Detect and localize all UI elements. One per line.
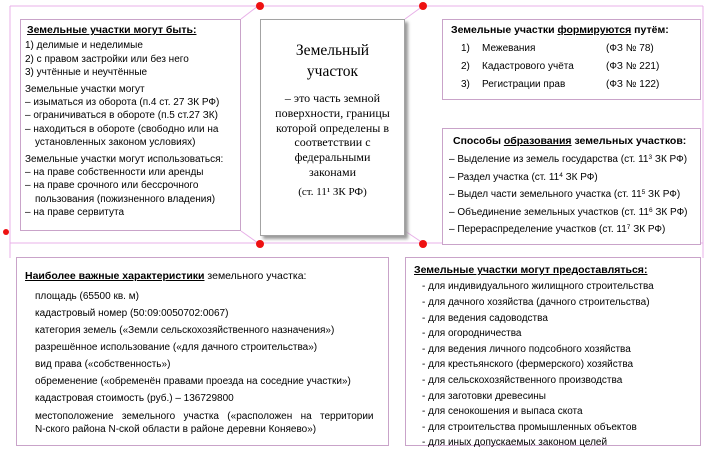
formation-row-num: 2) <box>461 61 470 73</box>
box-characteristics <box>16 257 389 446</box>
creation-item <box>449 151 694 169</box>
usage-item: – на праве срочного или бессрочного <box>25 180 199 192</box>
connector-dot-bottom-right <box>419 240 427 248</box>
box-formation-title <box>451 24 692 37</box>
creation-item-tail: ЗК РФ) <box>645 189 681 201</box>
central-desc-line: которой определены в <box>275 120 390 135</box>
usage-item-cont: пользования (пожизненного владения) <box>35 193 216 205</box>
central-concept-box <box>260 19 405 236</box>
creation-item <box>449 221 694 239</box>
creation-item-tail: ЗК РФ) <box>630 224 666 236</box>
provision-item: - для ведения садоводства <box>422 312 548 324</box>
turnover-item-cont: установленных законом условиях) <box>35 137 196 149</box>
box-plot-types <box>20 19 241 231</box>
central-reference: (ст. 11¹ ЗК РФ) <box>298 185 367 198</box>
formation-row-label: Межевания <box>482 43 536 55</box>
formation-row-law: (ФЗ № 221) <box>606 61 660 73</box>
central-desc-line: – это часть земной <box>284 91 381 105</box>
creation-item-text: – Выдел части земельного участка (ст. 11 <box>449 189 642 201</box>
characteristic-item: площадь (65500 кв. м) <box>35 291 139 303</box>
creation-item-tail: ЗК РФ) <box>652 206 688 218</box>
formation-row-num: 3) <box>461 79 470 91</box>
provision-item: - для дачного хозяйства (дачного строительства) <box>422 297 650 308</box>
formation-row-label: Кадастрового учёта <box>482 61 574 73</box>
central-title-line: Земельный <box>295 42 370 59</box>
formation-row <box>451 42 692 60</box>
provision-item: - для индивидуального жилищного строительства <box>422 281 654 293</box>
provision-item: - для сенокошения и выпаса скота <box>422 406 583 418</box>
characteristic-item: кадастровая стоимость (руб.) – 136729800 <box>35 393 234 405</box>
characteristic-item: местоположение земельного участка («расположен на территории <box>35 411 374 423</box>
characteristic-item: категория земель («Земли сельскохозяйственного назначения») <box>35 325 335 337</box>
formation-row-law: (ФЗ № 78) <box>606 43 654 55</box>
turnover-subtitle: Земельные участки могут <box>25 83 145 95</box>
usage-item: – на праве собственности или аренды <box>25 167 204 179</box>
turnover-item: – изыматься из оборота (п.4 ст. 27 ЗК РФ) <box>25 97 220 109</box>
provision-item: - для крестьянского (фермерского) хозяйства <box>422 359 634 371</box>
box-characteristics-title <box>25 270 380 283</box>
box-creation-title-underlined: образования <box>503 135 572 147</box>
creation-item <box>449 169 694 187</box>
connector-dot-left <box>3 229 9 235</box>
turnover-item: – ограничиваться в обороте (п.5 ст.27 ЗК) <box>25 110 218 122</box>
box-formation-title-pre: Земельные участки <box>451 24 558 36</box>
central-description <box>261 91 404 180</box>
turnover-item: – находиться в обороте (свободно или на <box>25 123 219 135</box>
central-desc-line: поверхности, границы <box>275 105 390 120</box>
characteristic-item-cont: N-ского района N-ской области в районе деревни Коняево») <box>35 424 317 436</box>
formation-row-label: Регистрации прав <box>482 79 566 91</box>
central-desc-line: законами <box>308 164 357 179</box>
creation-item-text: – Перераспределение участков (ст. 11 <box>449 224 627 236</box>
creation-item-sup: 5 <box>641 189 646 197</box>
usage-item: – на праве сервитута <box>25 207 125 219</box>
box-creation-title-pre: Способы <box>453 135 504 147</box>
provision-item: - для огородничества <box>422 328 522 340</box>
box-creation-title-post: земельных участков: <box>571 135 687 147</box>
provision-item: - для строительства промышленных объектов <box>422 421 637 433</box>
formation-row-num: 1) <box>461 43 470 55</box>
creation-item-text: – Объединение земельных участков (ст. 11 <box>449 206 649 218</box>
plot-type-item: 3) учтённые и неучтённые <box>25 67 148 79</box>
creation-item-text: – Выделение из земель государства (ст. 11 <box>449 154 649 166</box>
provision-item: - для заготовки древесины <box>422 390 546 402</box>
creation-item <box>449 204 694 222</box>
provision-item: - для иных допускаемых законом целей <box>422 437 608 449</box>
creation-item-sup: 6 <box>648 206 653 214</box>
creation-item-text: – Раздел участка (ст. 11 <box>449 171 560 183</box>
plot-type-item: 1) делимые и неделимые <box>25 40 143 52</box>
box-characteristics-title-bold: Наиболее важные характеристики <box>25 270 205 282</box>
characteristic-item: кадастровый номер (50:09:0050702:0067) <box>35 308 229 320</box>
creation-item <box>449 186 694 204</box>
connector-dot-bottom <box>256 240 264 248</box>
provision-item: - для ведения личного подсобного хозяйства <box>422 343 631 355</box>
characteristic-item: разрешённое использование («для дачного строительства») <box>35 342 318 354</box>
box-formation-title-post: путём: <box>631 24 669 36</box>
creation-item-tail: ЗК РФ) <box>652 154 688 166</box>
central-desc-line: соответствии с <box>294 135 371 150</box>
creation-item-tail: ЗК РФ) <box>562 171 598 183</box>
characteristic-item: вид права («собственность») <box>35 359 171 371</box>
box-provision-purposes <box>405 257 701 449</box>
box-provision-title: Земельные участки могут предоставляться: <box>414 264 648 276</box>
plot-type-item: 2) с правом застройки или без него <box>25 53 189 65</box>
formation-row <box>451 60 692 78</box>
central-title <box>261 40 404 82</box>
creation-item-sup: 7 <box>626 224 631 232</box>
connector-dot-top-right <box>419 2 427 10</box>
connector-diag-bl <box>241 231 258 243</box>
provision-item: - для сельскохозяйственного производства <box>422 374 623 386</box>
box-creation-ways <box>442 128 701 245</box>
formation-row-law: (ФЗ № 122) <box>606 79 660 91</box>
connector-dot-top <box>256 2 264 10</box>
box-formation-title-underlined: формируются <box>557 24 632 36</box>
creation-item-sup: 3 <box>648 154 653 162</box>
central-title-line: участок <box>306 63 359 80</box>
creation-item-sup: 4 <box>559 171 563 179</box>
box-creation-title <box>453 135 694 148</box>
box-plot-types-title: Земельные участки могут быть: <box>27 24 197 36</box>
formation-row <box>451 78 692 96</box>
central-desc-line: федеральными <box>294 150 371 165</box>
characteristic-item: обременение («обременён правами проезда на соседние участки») <box>35 376 351 388</box>
connector-diag-tl <box>241 6 258 19</box>
box-characteristics-title-tail: земельного участка: <box>204 270 307 282</box>
box-formation-methods <box>442 19 701 100</box>
usage-subtitle: Земельные участки могут использоваться: <box>25 153 224 165</box>
